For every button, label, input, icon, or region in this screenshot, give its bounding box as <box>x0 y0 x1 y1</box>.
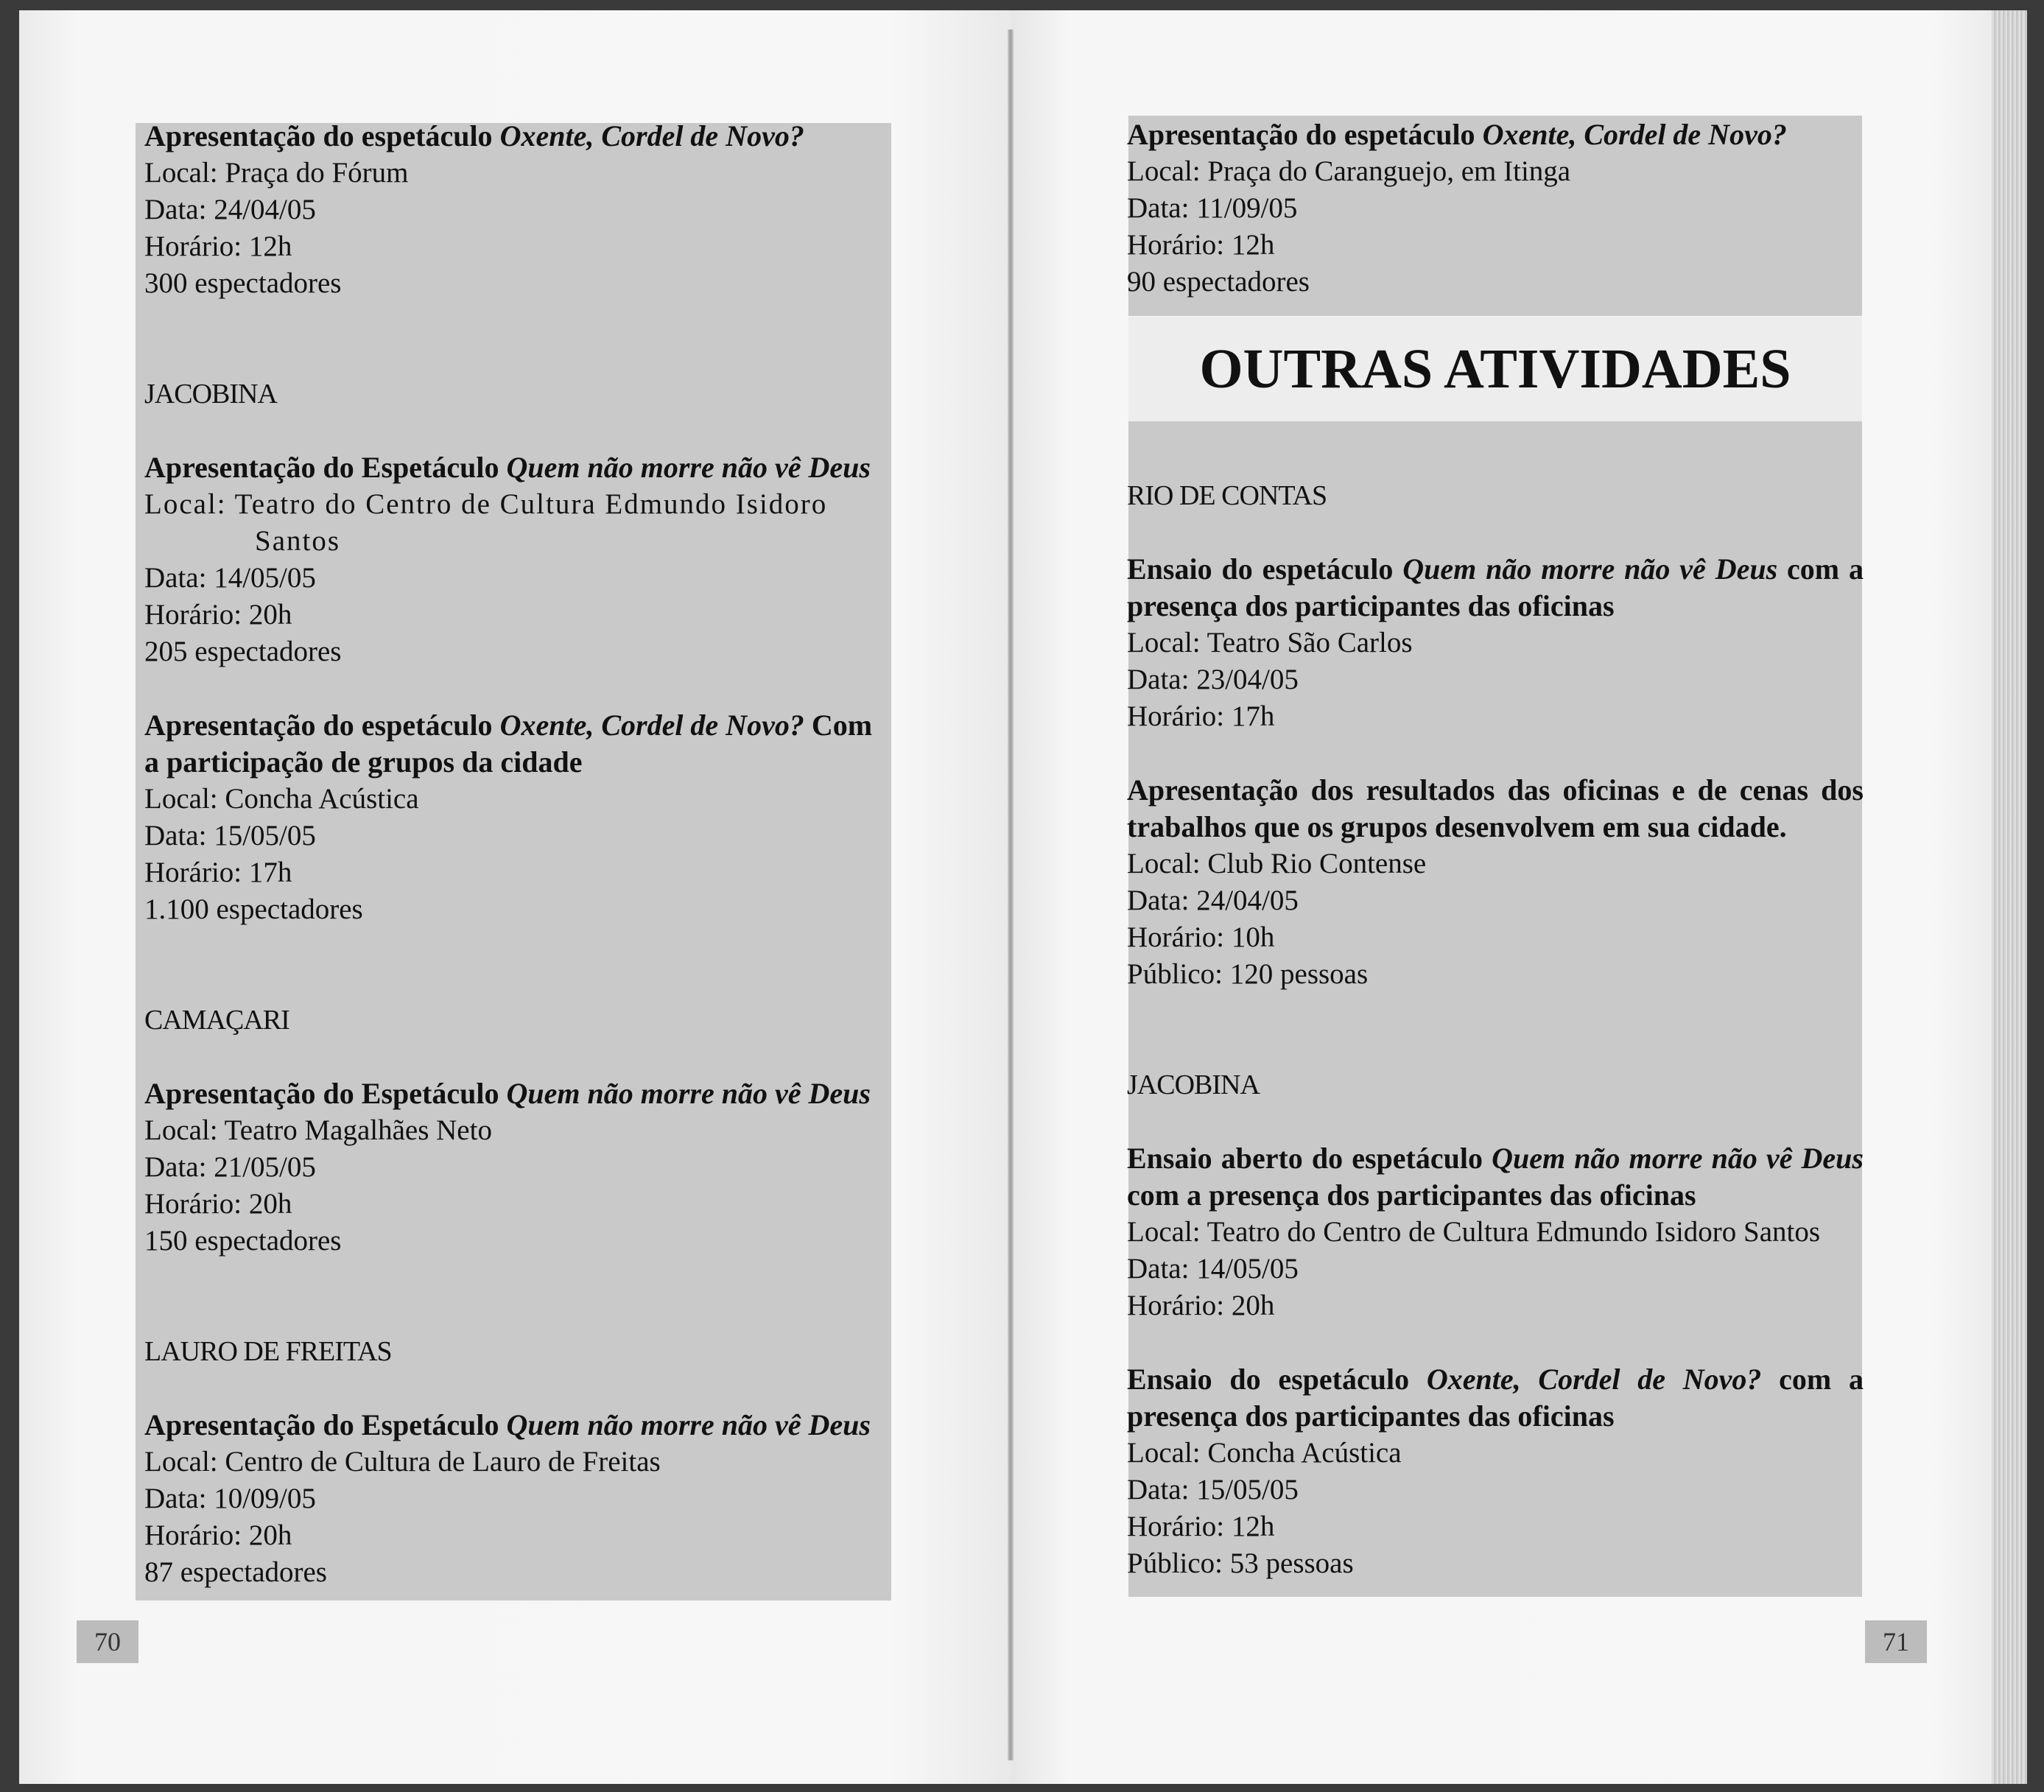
right-column <box>1127 116 1864 1582</box>
entry <box>144 1407 890 1591</box>
entry-local: Local: Praça do Fórum <box>144 157 409 189</box>
entry-date: Data: 15/05/05 <box>144 820 316 851</box>
entry-local: Local: Concha Acústica <box>144 783 419 815</box>
entry-time: Horário: 17h <box>144 857 292 888</box>
entry-date: Data: 24/04/05 <box>1127 885 1299 916</box>
entry <box>144 1075 890 1259</box>
entry-date: Data: 24/04/05 <box>144 194 316 225</box>
entry-local: Local: Teatro São Carlos <box>1127 627 1413 658</box>
entry <box>144 707 890 928</box>
entry-title: Apresentação do Espetáculo Quem não morre não vê Deus <box>144 1408 871 1441</box>
entry-audience: 205 espectadores <box>144 636 342 667</box>
entry-time: Horário: 12h <box>144 231 292 262</box>
entry-local: Local: Praça do Caranguejo, em Itinga <box>1127 155 1571 187</box>
entry <box>1127 116 1864 301</box>
entry-date: Data: 14/05/05 <box>144 562 316 594</box>
section-heading: LAURO DE FREITAS <box>144 1336 392 1367</box>
entry-local: Local: Teatro Magalhães Neto <box>144 1114 492 1146</box>
entry-time: Horário: 20h <box>144 1188 292 1220</box>
entry <box>144 449 890 670</box>
entry-local-cont: Santos <box>255 525 341 557</box>
entry-local: Local: Teatro do Centro de Cultura Edmundo Isidoro <box>144 488 828 520</box>
entry-local: Local: Teatro do Centro de Cultura Edmundo Isidoro Santos <box>1127 1216 1821 1248</box>
entry <box>1127 1140 1864 1324</box>
page-edges <box>1992 10 2027 1784</box>
entry-time: Horário: 12h <box>1127 1511 1275 1542</box>
entry-local: Local: Club Rio Contense <box>1127 848 1427 879</box>
entry <box>144 118 890 302</box>
entry-date: Data: 10/09/05 <box>144 1483 316 1514</box>
entry-date: Data: 11/09/05 <box>1127 192 1298 224</box>
entry-audience: 300 espectadores <box>144 267 342 299</box>
entry-time: Horário: 20h <box>1127 1290 1275 1321</box>
section-heading: JACOBINA <box>1127 1069 1260 1100</box>
entry-audience: Público: 53 pessoas <box>1127 1547 1354 1579</box>
entry-time: Horário: 20h <box>144 599 292 630</box>
left-column <box>144 118 890 1591</box>
section-heading: JACOBINA <box>144 379 277 410</box>
entry-audience: 150 espectadores <box>144 1225 342 1257</box>
entry-title: Apresentação dos resultados das oficinas e de cenas dos trabalhos que os grupos desenvolvem em sua cidade. <box>1127 773 1864 843</box>
entry-date: Data: 15/05/05 <box>1127 1474 1299 1505</box>
entry-date: Data: 21/05/05 <box>144 1151 316 1183</box>
entry-local: Local: Concha Acústica <box>1127 1437 1402 1469</box>
entry-title: Apresentação do espetáculo Oxente, Cordel de Novo? <box>1127 118 1787 151</box>
section-heading: CAMAÇARI <box>144 1005 289 1036</box>
entry-audience: 87 espectadores <box>144 1556 327 1588</box>
page-number: 71 <box>1865 1620 1927 1663</box>
entry-audience: Público: 120 pessoas <box>1127 958 1369 990</box>
entry <box>1127 551 1864 735</box>
entry-date: Data: 23/04/05 <box>1127 664 1299 695</box>
entry-audience: 90 espectadores <box>1127 266 1310 298</box>
entry-audience: 1.100 espectadores <box>144 893 363 925</box>
book-gutter <box>1008 29 1014 1760</box>
page-number: 70 <box>77 1620 138 1663</box>
entry-time: Horário: 10h <box>1127 921 1275 953</box>
entry-local: Local: Centro de Cultura de Lauro de Freitas <box>144 1446 661 1477</box>
banner-title: OUTRAS ATIVIDADES <box>1199 337 1791 400</box>
entry-title: Apresentação do espetáculo Oxente, Cordel de Novo? <box>144 119 804 152</box>
entry-title: Apresentação do espetáculo Oxente, Cordel de Novo? Com a participação de grupos da cidade <box>144 709 873 779</box>
entry-date: Data: 14/05/05 <box>1127 1253 1299 1285</box>
entry-title: Ensaio do espetáculo Oxente, Cordel de Novo? com a presença dos participantes das oficinas <box>1127 1363 1864 1433</box>
entry-title: Ensaio do espetáculo Quem não morre não vê Deus com a presença dos participantes das oficinas <box>1127 552 1864 622</box>
entry-title: Apresentação do Espetáculo Quem não morre não vê Deus <box>144 451 871 484</box>
entry-title: Ensaio aberto do espetáculo Quem não morre não vê Deus com a presença dos participantes das oficinas <box>1127 1142 1864 1212</box>
entry-time: Horário: 12h <box>1127 229 1275 261</box>
entry-title: Apresentação do Espetáculo Quem não morre não vê Deus <box>144 1077 871 1110</box>
section-heading: RIO DE CONTAS <box>1127 480 1327 511</box>
entry-time: Horário: 20h <box>144 1519 292 1551</box>
entry <box>1127 772 1864 993</box>
entry <box>1127 1361 1864 1582</box>
entry-time: Horário: 17h <box>1127 700 1275 732</box>
